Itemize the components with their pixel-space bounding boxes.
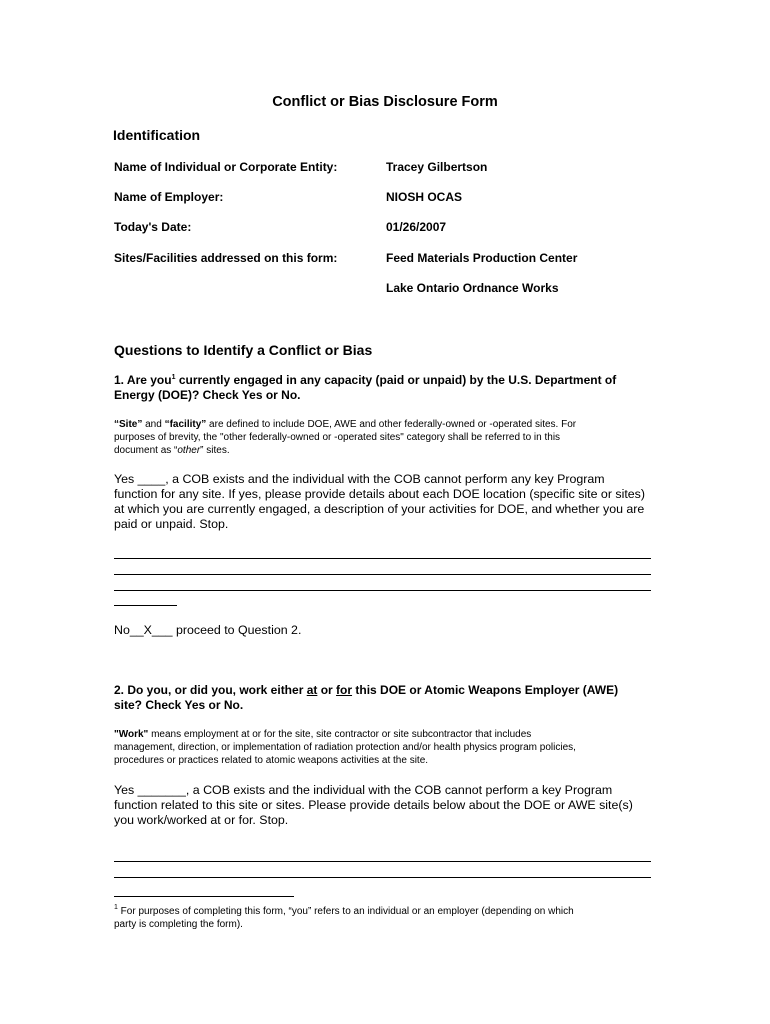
question-1-yes-line-3: at which you are currently engaged, a description of your activities for DOE, and whether you are bbox=[114, 502, 645, 516]
field-value-date: 01/26/2007 bbox=[386, 220, 447, 234]
footnote-ref: 1 bbox=[171, 374, 176, 381]
answer-line bbox=[114, 590, 651, 591]
work-definition-line-2: management, direction, or implementation of radiation protection and/or health physics program policies, bbox=[114, 742, 576, 753]
question-2-yes-line-2: function related to this site or sites. Please provide details below about the DOE or AWE site(s) bbox=[114, 798, 633, 812]
answer-line bbox=[114, 877, 651, 878]
field-label-date: Today's Date: bbox=[114, 220, 192, 234]
answer-line bbox=[114, 861, 651, 862]
field-label-individual: Name of Individual or Corporate Entity: bbox=[114, 160, 338, 174]
field-label-sites: Sites/Facilities addressed on this form: bbox=[114, 251, 338, 265]
question-1-yes-line-1: Yes ____, a COB exists and the individual with the COB cannot perform any key Program bbox=[114, 472, 605, 486]
question-2-yes-line-3: you work/worked at or for. Stop. bbox=[114, 813, 289, 827]
question-1-line-2: Energy (DOE)? Check Yes or No. bbox=[114, 388, 301, 402]
footnote-separator bbox=[114, 896, 294, 897]
work-definition-line-1: "Work" means employment at or for the site, site contractor or site subcontractor that includes bbox=[114, 729, 532, 740]
question-2-line-1: 2. Do you, or did you, work either at or for this DOE or Atomic Weapons Employer (AWE) bbox=[114, 683, 619, 697]
field-value-employer: NIOSH OCAS bbox=[386, 190, 463, 204]
question-2-line-2: site? Check Yes or No. bbox=[114, 698, 244, 712]
section-heading-questions: Questions to Identify a Conflict or Bias bbox=[114, 342, 373, 358]
field-label-employer: Name of Employer: bbox=[114, 190, 224, 204]
question-1-yes-line-2: function for any site. If yes, please provide details about each DOE location (specific site or sites) bbox=[114, 487, 645, 501]
section-heading-identification: Identification bbox=[113, 127, 201, 143]
page-title: Conflict or Bias Disclosure Form bbox=[272, 94, 498, 110]
work-definition-line-3: procedures or practices related to atomic weapons activities at the site. bbox=[114, 755, 429, 766]
answer-line bbox=[114, 574, 651, 575]
answer-line bbox=[114, 558, 651, 559]
site-definition-line-3: document as “other” sites. bbox=[114, 445, 230, 456]
question-1-no-answer: No__X___ proceed to Question 2. bbox=[114, 623, 302, 637]
question-2-yes-line-1: Yes _______, a COB exists and the individual with the COB cannot perform a key Program bbox=[114, 783, 613, 797]
site-definition-line-1: “Site” and “facility” are defined to include DOE, AWE and other federally-owned or -operated sites. For bbox=[114, 419, 577, 430]
question-1-line-1: 1. Are you$^1$ currently engaged in any capacity (paid or unpaid) by the U.S. Department of bbox=[114, 373, 617, 387]
field-value-sites: Feed Materials Production Center bbox=[386, 251, 578, 265]
footnote-line-1: $^1$ For purposes of completing this form, “you” refers to an individual or an employer (depending on which bbox=[114, 904, 574, 917]
site-definition-line-2: purposes of brevity, the "other federally-owned or -operated sites" category shall be referred to in this bbox=[114, 432, 561, 443]
field-value-site-2: Lake Ontario Ordnance Works bbox=[386, 281, 559, 295]
answer-line bbox=[114, 605, 177, 606]
footnote-line-2: party is completing the form). bbox=[114, 919, 243, 930]
question-1-yes-line-4: paid or unpaid. Stop. bbox=[114, 517, 229, 531]
field-value-individual: Tracey Gilbertson bbox=[386, 160, 488, 174]
